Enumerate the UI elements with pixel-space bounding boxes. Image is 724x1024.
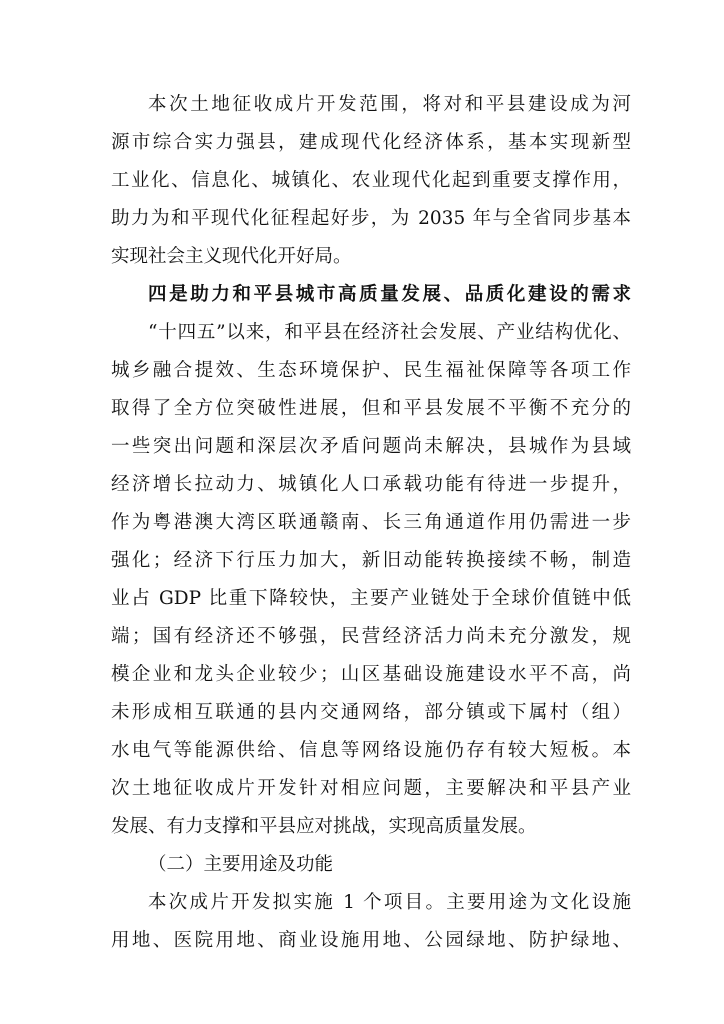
paragraph-2-line-1: “十四五”以来，和平县在经济社会发展、产业结构优化、 [148,322,631,343]
paragraph-1-line-3: 工业化、信息化、城镇化、农业现代化起到重要支撑作用， [111,170,631,191]
section-heading-4: 四是助力和平县城市高质量发展、品质化建设的需求 [148,284,631,305]
paragraph-2-line-3: 取得了全方位突破性进展，但和平县发展不平衡不充分的 [111,398,631,419]
paragraph-2-line-10: 模企业和龙头企业较少；山区基础设施建设水平不高，尚 [111,664,631,685]
paragraph-2-line-4: 一些突出问题和深层次矛盾问题尚未解决，县城作为县域 [111,436,631,457]
paragraph-2-line-2: 城乡融合提效、生态环境保护、民生福祉保障等各项工作 [111,360,631,381]
paragraph-2-line-6: 作为粤港澳大湾区联通赣南、长三角通道作用仍需进一步 [111,512,631,533]
paragraph-2-line-11: 未形成相互联通的县内交通网络，部分镇或下属村（组） [111,702,631,723]
paragraph-2-line-13: 次土地征收成片开发针对相应问题，主要解决和平县产业 [111,778,631,799]
paragraph-2-line-7: 强化；经济下行压力加大，新旧动能转换接续不畅，制造 [111,550,631,571]
paragraph-2-line-5: 经济增长拉动力、城镇化人口承载功能有待进一步提升， [111,474,631,495]
subsection-heading: （二）主要用途及功能 [148,854,334,875]
paragraph-1-line-2: 源市综合实力强县，建成现代化经济体系，基本实现新型 [111,132,631,153]
paragraph-3-line-1: 本次成片开发拟实施 1 个项目。主要用途为文化设施 [148,892,631,913]
paragraph-2-line-12: 水电气等能源供给、信息等网络设施仍存有较大短板。本 [111,740,631,761]
paragraph-2-line-9: 端；国有经济还不够强，民营经济活力尚未充分激发，规 [111,626,631,647]
paragraph-3-line-2: 用地、医院用地、商业设施用地、公园绿地、防护绿地、 [111,930,631,951]
paragraph-1-line-1: 本次土地征收成片开发范围，将对和平县建设成为河 [148,94,631,115]
paragraph-2-line-14: 发展、有力支撑和平县应对挑战，实现高质量发展。 [111,816,537,837]
paragraph-1-line-4: 助力为和平现代化征程起好步，为 2035 年与全省同步基本 [111,208,631,229]
paragraph-2-line-8: 业占 GDP 比重下降较快，主要产业链处于全球价值链中低 [111,588,631,609]
paragraph-1-line-5: 实现社会主义现代化开好局。 [111,246,352,267]
